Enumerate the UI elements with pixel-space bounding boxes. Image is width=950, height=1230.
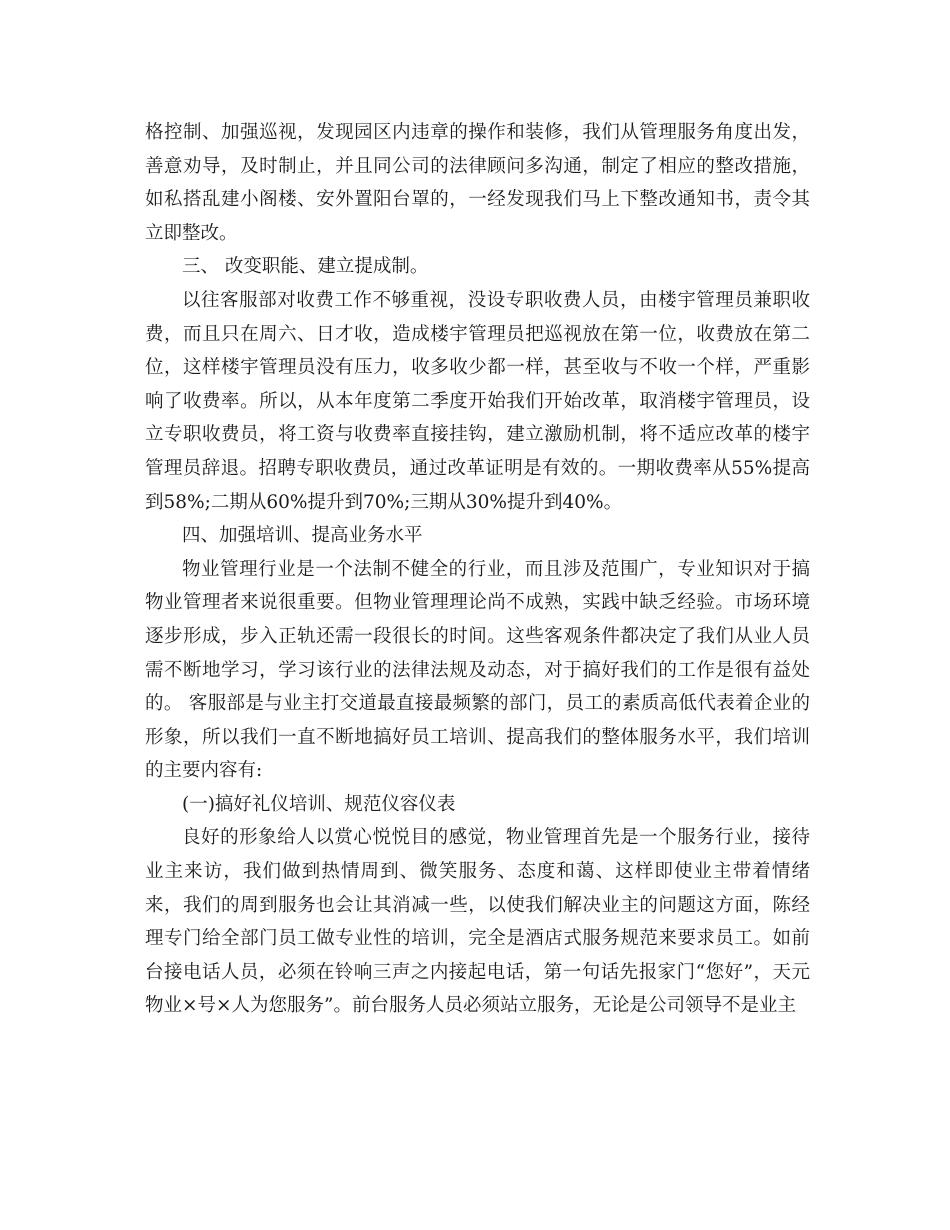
paragraph-training: 物业管理行业是一个法制不健全的行业，而且涉及范围广，专业知识对于搞物业管理者来说很重要。但物业管理理论尚不成熟，实践中缺乏经验。市场环境逐步形成，步入正轨还需一段很长的时间。这些客观条件都决定了我们从业人员需不断地学习，学习该行业的法律法规及动态，对于搞好我们的工作是很有益处的。 客服部是与业主打交道最直接最频繁的部门，员工的素质高低代表着企业的形象，所以我们一直不断地搞好员工培训、提高我们的整体服务水平，我们培训的主要内容有: [145, 558, 810, 782]
section-heading-4: 四、加强培训、提高业务水平 [182, 525, 423, 547]
document-body [145, 116, 810, 1023]
subsection-heading-1: (一)搞好礼仪培训、规范仪容仪表 [182, 793, 456, 815]
paragraph-etiquette: 良好的形象给人以赏心悦悦目的感觉，物业管理首先是一个服务行业，接待业主来访，我们做到热情周到、微笑服务、态度和蔼、这样即使业主带着情绪来，我们的周到服务也会让其消减一些，以使我们解决业主的问题这方面，陈经理专门给全部门员工做专业性的培训，完全是酒店式服务规范来要求员工。如前台接电话人员，必须在铃响三声之内接起电话，第一句话先报家门“您好”，天元物业×号×人为您服务”。前台服务人员必须站立服务，无论是公司领导不是业主 [145, 827, 810, 1017]
paragraph-fee-reform: 以往客服部对收费工作不够重视，没设专职收费人员，由楼宇管理员兼职收费，而且只在周六、日才收，造成楼宇管理员把巡视放在第一位，收费放在第二位，这样楼宇管理员没有压力，收多收少都一样，甚至收与不收一个样，严重影响了收费率。所以，从本年度第二季度开始我们开始改革，取消楼宇管理员，设立专职收费员，将工资与收费率直接挂钩，建立激励机制，将不适应改革的楼宇管理员辞退。招聘专职收费员，通过改革证明是有效的。一期收费率从55%提高到58%;二期从60%提升到70%;三期从30%提升到40%。 [145, 289, 810, 513]
section-heading-3: 三、 改变职能、建立提成制。 [182, 256, 429, 278]
paragraph-continued: 格控制、加强巡视，发现园区内违章的操作和装修，我们从管理服务角度出发，善意劝导，及时制止，并且同公司的法律顾问多沟通，制定了相应的整改措施，如私搭乱建小阁楼、安外置阳台罩的，一经发现我们马上下整改通知书，责令其立即整改。 [145, 122, 810, 244]
